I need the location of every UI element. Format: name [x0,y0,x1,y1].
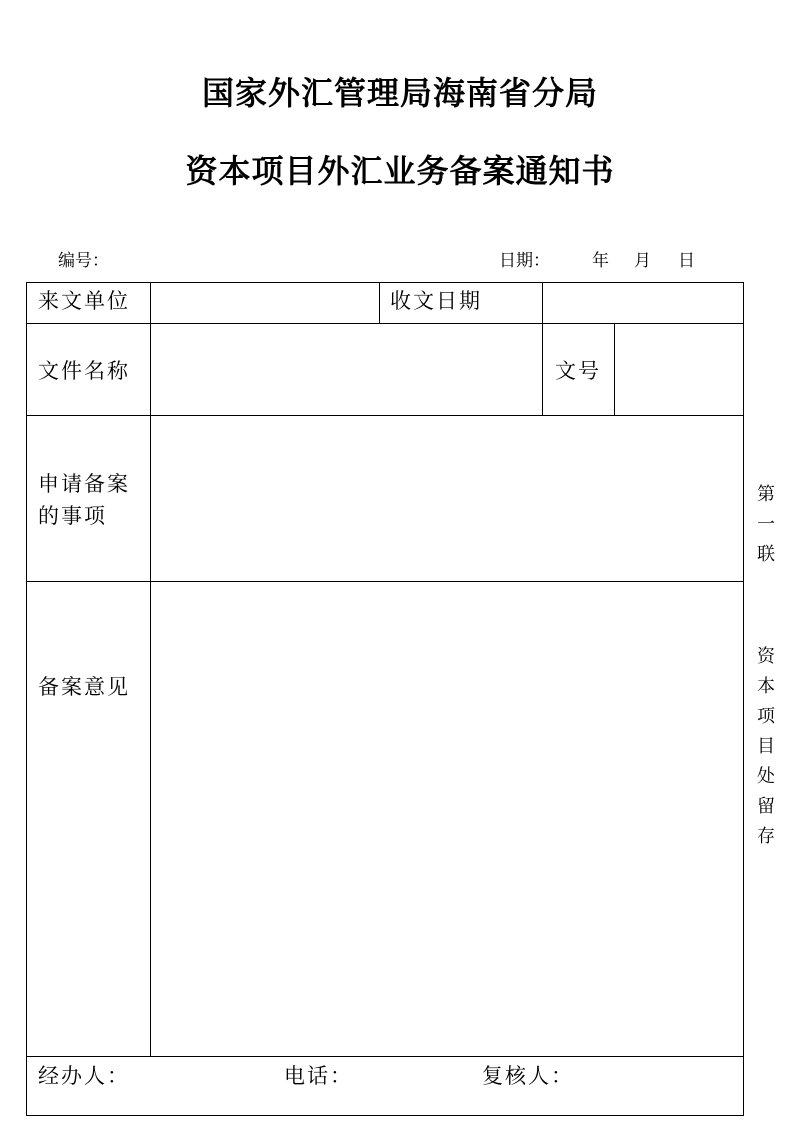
side-char: 项 [757,706,775,727]
side-char: 处 [757,766,775,787]
date-day: 日 [678,251,695,271]
sender-unit-label: 来文单位 [38,289,130,313]
sender-unit-field[interactable] [151,283,379,323]
page-title-line2: 资本项目外汇业务备案通知书 [185,152,615,190]
side-char: 第 [757,484,775,505]
receive-date-field[interactable] [543,283,743,323]
side-note-copy [754,480,778,570]
receive-date-label: 收文日期 [390,289,482,313]
page-title-line1: 国家外汇管理局海南省分局 [201,74,598,112]
request-label-line1: 申请备案 [38,472,130,496]
opinion-label: 备案意见 [38,675,130,699]
col-divider [379,282,380,324]
date-month: 月 [634,251,651,271]
opinion-field[interactable] [151,582,743,1056]
doc-name-field[interactable] [151,324,542,415]
doc-number-field[interactable] [615,324,743,415]
doc-number-label: 文号 [555,359,601,383]
side-char: 资 [757,646,775,667]
row-divider [26,1056,744,1057]
request-field[interactable] [151,416,743,581]
side-char: 留 [757,796,775,817]
side-char: 联 [757,544,775,565]
reviewer-label: 复核人： [482,1064,574,1088]
side-char: 目 [757,736,775,757]
side-char: 本 [757,676,775,697]
date-label: 日期： [499,251,550,271]
request-label-line2: 的事项 [38,504,107,528]
phone-label: 电话： [284,1064,353,1088]
code-label: 编号： [58,251,109,271]
side-char: 一 [757,514,775,535]
side-char: 存 [757,826,775,847]
doc-name-label: 文件名称 [38,359,130,383]
side-note-keep [754,642,778,852]
handler-label: 经办人： [38,1064,130,1088]
date-year: 年 [592,251,609,271]
